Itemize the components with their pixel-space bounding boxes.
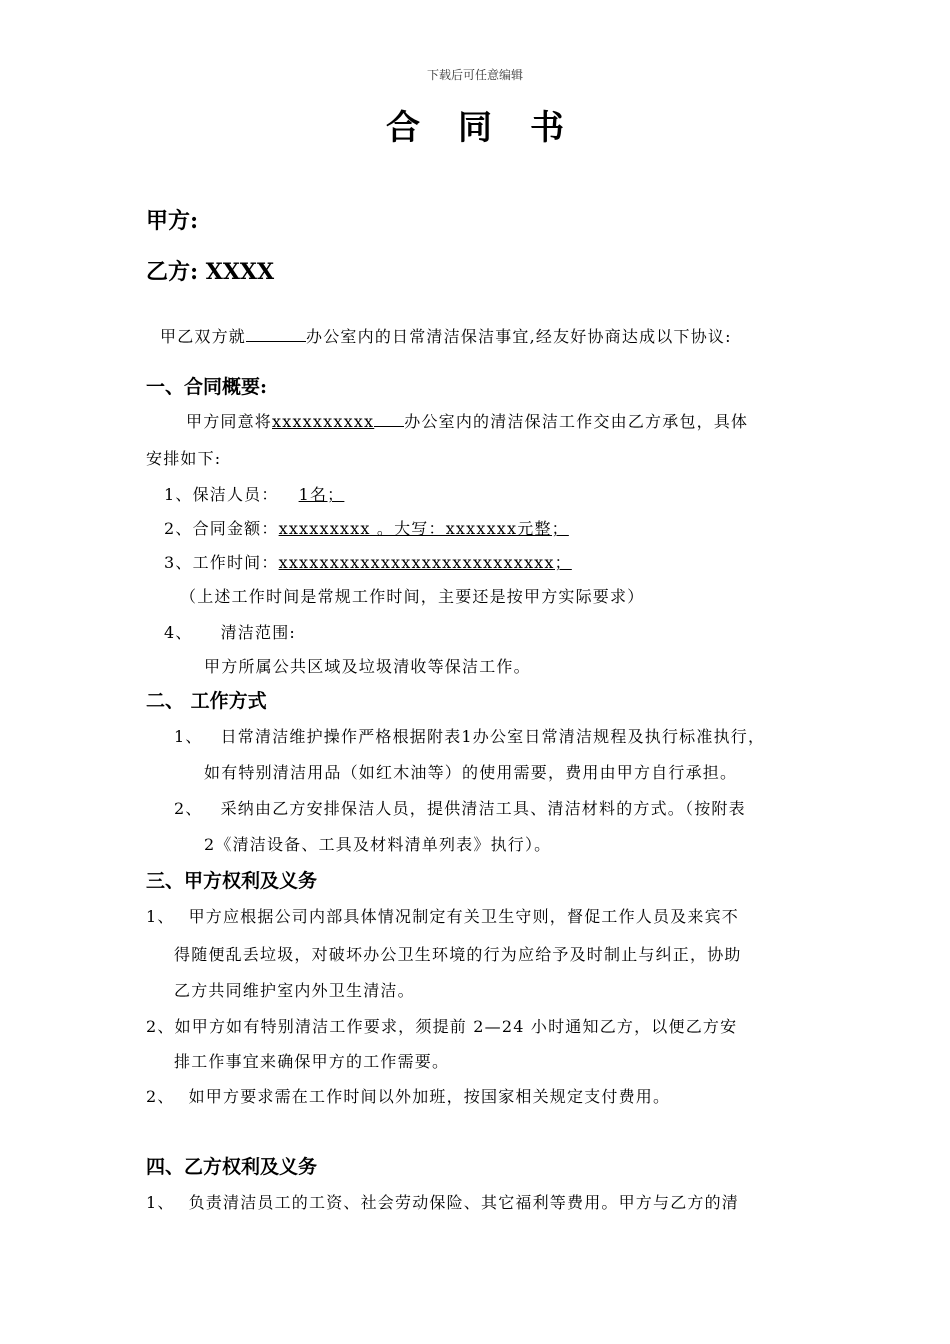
section1-item2 [164, 516, 569, 539]
section1-item3-label: 3、工作时间： [164, 553, 279, 572]
section1-item2-value: xxxxxxxxx 。大写：xxxxxxx元整； [278, 519, 569, 538]
section1-item1-value: 1名； [298, 485, 345, 504]
section2-heading: 二、 工作方式 [146, 690, 267, 712]
section1-item3-note: （上述工作时间是常规工作时间，主要还是按甲方实际要求） [180, 587, 645, 606]
section1-item4-num: 4、 [164, 623, 193, 642]
section2-item1-line2: 如有特别清洁用品（如红木油等）的使用需要，费用由甲方自行承担。 [204, 763, 738, 782]
section2-item1-num: 1、 [174, 727, 203, 746]
section3-item3-line1 [146, 1084, 670, 1107]
section2-item2-line1 [174, 796, 746, 819]
intro-prefix: 甲乙双方就 [160, 327, 247, 346]
section4-item1-num: 1、 [146, 1193, 175, 1212]
section3-item1-line2: 得随便乱丢垃圾，对破坏办公卫生环境的行为应给予及时制止与纠正，协助 [174, 945, 742, 964]
section1-heading: 一、合同概要: [146, 376, 268, 398]
section3-item3-num: 2、 [146, 1087, 175, 1106]
section4-heading: 四、乙方权利及义务 [146, 1156, 318, 1178]
intro-suffix: 办公室内的日常清洁保洁事宜,经友好协商达成以下协议: [306, 327, 732, 346]
section2-item1-text1: 日常清洁维护操作严格根据附表1办公室日常清洁规程及执行标准执行， [220, 727, 766, 746]
section4-item1-line1 [146, 1190, 739, 1213]
section3-item3-text1: 如甲方要求需在工作时间以外加班，按国家相关规定支付费用。 [188, 1087, 671, 1106]
section1-item4-label: 清洁范围: [220, 623, 296, 642]
contract-title: 合同书 [386, 108, 602, 148]
intro-blank [246, 325, 306, 342]
section1-item3 [164, 550, 572, 573]
section3-item2-line1: 2、如甲方如有特别清洁工作要求，须提前 2—24 小时通知乙方，以便乙方安 [146, 1017, 738, 1036]
section1-item1-label: 1、保洁人员： [164, 485, 279, 504]
section3-item1-text1: 甲方应根据公司内部具体情况制定有关卫生守则，督促工作人员及来宾不 [188, 907, 739, 926]
section1-paragraph [186, 409, 748, 432]
section3-item1-line1 [146, 904, 739, 927]
section3-item1-line3: 乙方共同维护室内外卫生清洁。 [174, 981, 415, 1000]
section1-para-prefix: 甲方同意将 [186, 412, 273, 431]
section1-item1 [164, 482, 344, 505]
section1-item3-value: xxxxxxxxxxxxxxxxxxxxxxxxxxx； [278, 553, 572, 572]
section1-para-extra-blank [374, 410, 404, 427]
party-b-label: 乙方: XXXX [146, 259, 275, 285]
section2-item2-num: 2、 [174, 799, 203, 818]
section1-item4-text: 甲方所属公共区域及垃圾清收等保洁工作。 [204, 657, 531, 676]
section1-para-line2: 安排如下: [146, 449, 222, 468]
header-note: 下载后可任意编辑 [426, 68, 523, 82]
section2-item1-line1 [174, 724, 765, 747]
section4-item1-text1: 负责清洁员工的工资、社会劳动保险、其它福利等费用。甲方与乙方的清 [188, 1193, 739, 1212]
section3-item2-line2: 排工作事宜来确保甲方的工作需要。 [174, 1052, 450, 1071]
section1-para-suffix: 办公室内的清洁保洁工作交由乙方承包，具体 [404, 412, 749, 431]
section3-heading: 三、甲方权利及义务 [146, 870, 318, 892]
section2-item2-line2: 2《清洁设备、工具及材料清单列表》执行）。 [204, 835, 552, 854]
section3-item1-num: 1、 [146, 907, 175, 926]
intro-paragraph [160, 324, 732, 347]
party-a-label: 甲方: [146, 208, 199, 234]
section1-para-blank: xxxxxxxxxx [272, 412, 375, 431]
section1-item4 [164, 620, 296, 643]
section2-item2-text1: 采纳由乙方安排保洁人员，提供清洁工具、清洁材料的方式。（按附表 [220, 799, 746, 818]
section1-item2-label: 2、合同金额： [164, 519, 279, 538]
